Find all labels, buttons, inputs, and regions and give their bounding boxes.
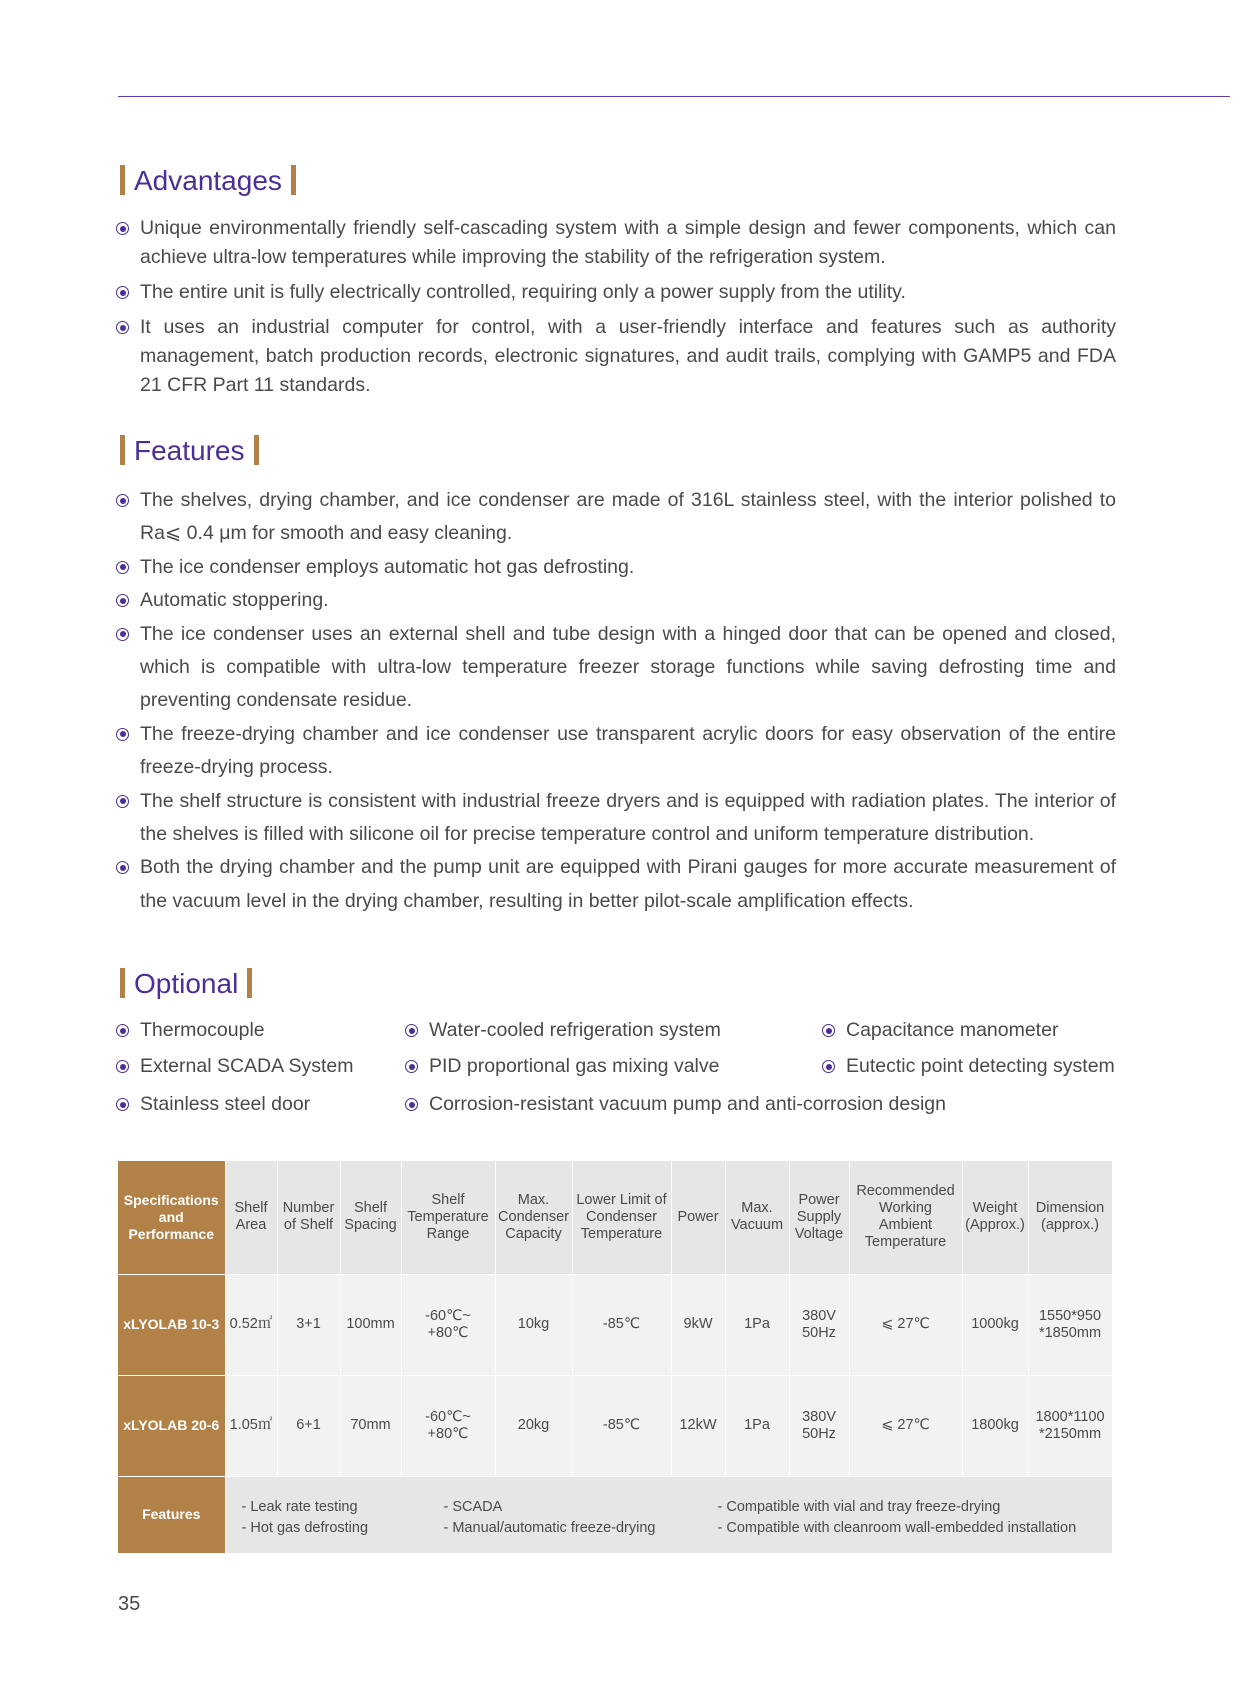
table-row xyxy=(118,1274,1112,1375)
feature-text: - Hot gas defrosting xyxy=(241,1519,369,1536)
heading-bar xyxy=(291,165,296,195)
table-cell: 10kg xyxy=(495,1274,572,1375)
heading-bar xyxy=(120,968,125,998)
list-item xyxy=(116,313,1116,400)
table-header-cell: Lower Limit of Condenser Temperature xyxy=(572,1161,671,1274)
table-cell: 20kg xyxy=(495,1375,572,1476)
list-item-text: The shelf structure is consistent with industrial freeze dryers and is equipped with radiation plates. The interior of the shelves is filled with silicone oil for precise temperature control and uniform temperature distribution. xyxy=(140,789,1116,846)
features-label-cell: Features xyxy=(118,1476,225,1553)
table-header-cell: Power xyxy=(671,1161,725,1274)
feature-text: - Compatible with vial and tray freeze-drying xyxy=(717,1498,1001,1515)
table-header-cell: Specifications and Performance xyxy=(118,1161,225,1274)
list-item xyxy=(116,214,1116,272)
bullet-icon xyxy=(116,1060,129,1073)
section-heading-advantages xyxy=(120,163,296,199)
table-header-cell: Recommended Working Ambient Temperature xyxy=(849,1161,962,1274)
list-item-text: The entire unit is fully electrically controlled, requiring only a power supply from the utility. xyxy=(140,281,906,303)
spec-table xyxy=(118,1161,1113,1553)
optional-item xyxy=(116,1090,310,1118)
optional-item xyxy=(405,1016,721,1044)
table-cell: 6+1 xyxy=(277,1375,340,1476)
heading-bar xyxy=(247,968,252,998)
table-cell: 1Pa xyxy=(725,1375,789,1476)
bullet-icon xyxy=(405,1024,418,1037)
features-column xyxy=(444,1497,656,1539)
table-header-cell: Power Supply Voltage xyxy=(789,1161,849,1274)
bullet-icon xyxy=(822,1060,835,1073)
heading-text: Optional xyxy=(134,968,239,999)
top-rule xyxy=(118,96,1230,97)
optional-item xyxy=(822,1052,1115,1080)
list-item xyxy=(116,718,1116,785)
heading-bar xyxy=(254,435,259,465)
table-header-cell: Shelf Temperature Range xyxy=(401,1161,495,1274)
bullet-icon xyxy=(405,1060,418,1073)
table-cell: 380V 50Hz xyxy=(789,1375,849,1476)
bullet-icon xyxy=(116,861,129,874)
table-cell: -60℃~ +80℃ xyxy=(401,1375,495,1476)
table-header-cell: Weight (Approx.) xyxy=(962,1161,1028,1274)
table-header-row xyxy=(118,1161,1112,1274)
section-heading-features xyxy=(120,433,259,469)
table-cell: 0.52㎡ xyxy=(225,1274,277,1375)
optional-item-text: Thermocouple xyxy=(140,1019,265,1041)
table-cell: -85℃ xyxy=(572,1274,671,1375)
table-header-cell: Dimension (approx.) xyxy=(1028,1161,1112,1274)
list-item-text: Both the drying chamber and the pump unit are equipped with Pirani gauges for more accurate measurement of the vacuum level in the drying chamber, resulting in better pilot-scale amplification effects. xyxy=(140,856,1116,912)
optional-item-text: Capacitance manometer xyxy=(846,1019,1059,1041)
bullet-icon xyxy=(116,728,129,741)
bullet-icon xyxy=(116,628,129,641)
feature-text: - Manual/automatic freeze-drying xyxy=(443,1519,656,1536)
section-heading-optional xyxy=(120,966,252,1002)
page-number: 35 xyxy=(118,1593,141,1615)
features-column xyxy=(242,1497,369,1539)
features-wrap xyxy=(226,1477,1112,1553)
optional-item-text: Stainless steel door xyxy=(140,1093,311,1115)
heading-bar xyxy=(120,165,125,195)
list-item xyxy=(116,484,1116,551)
bullet-icon xyxy=(116,494,129,507)
optional-item-text: PID proportional gas mixing valve xyxy=(429,1055,720,1077)
list-item-text: Unique environmentally friendly self-cascading system with a simple design and fewer components, which can achieve ultra-low temperatures while improving the stability of the refrigeration system. xyxy=(140,217,1116,268)
heading-text: Features xyxy=(134,435,245,466)
bullet-icon xyxy=(116,561,129,574)
table-cell: 1800*1100 *2150mm xyxy=(1028,1375,1112,1476)
table-cell: 12kW xyxy=(671,1375,725,1476)
optional-item xyxy=(116,1052,354,1080)
model-name-cell: xLYOLAB 20-6 xyxy=(118,1375,225,1476)
table-cell: 9kW xyxy=(671,1274,725,1375)
optional-item xyxy=(116,1016,265,1044)
bullet-icon xyxy=(116,594,129,607)
table-row xyxy=(118,1375,1112,1476)
optional-item xyxy=(405,1090,946,1118)
list-item xyxy=(116,785,1116,852)
optional-item-text: External SCADA System xyxy=(140,1055,354,1077)
list-item xyxy=(116,551,1116,584)
optional-item xyxy=(405,1052,719,1080)
list-item-text: The ice condenser employs automatic hot gas defrosting. xyxy=(140,555,635,578)
features-column xyxy=(718,1497,1077,1539)
feature-text: - SCADA xyxy=(443,1498,503,1515)
optional-item-text: Corrosion-resistant vacuum pump and anti-corrosion design xyxy=(429,1093,946,1115)
model-name-cell: xLYOLAB 10-3 xyxy=(118,1274,225,1375)
list-item-text: The ice condenser uses an external shell and tube design with a hinged door that can be opened and closed, which is compatible with ultra-low temperature freezer storage functions while saving defrosting time and preventing condensate residue. xyxy=(140,622,1116,712)
table-cell: 3+1 xyxy=(277,1274,340,1375)
bullet-icon xyxy=(116,286,129,299)
bullet-icon xyxy=(405,1098,418,1111)
table-features-row xyxy=(118,1476,1112,1553)
bullet-icon xyxy=(116,321,129,334)
bullet-icon xyxy=(116,795,129,808)
table-header-cell: Number of Shelf xyxy=(277,1161,340,1274)
optional-item xyxy=(822,1016,1058,1044)
table-cell: ⩽ 27℃ xyxy=(849,1375,962,1476)
table-header-cell: Max. Condenser Capacity xyxy=(495,1161,572,1274)
feature-text: - Compatible with cleanroom wall-embedded installation xyxy=(717,1519,1077,1536)
table-header-cell: Shelf Area xyxy=(225,1161,277,1274)
table-cell: 1.05㎡ xyxy=(225,1375,277,1476)
optional-item-text: Water-cooled refrigeration system xyxy=(429,1019,721,1041)
table-header-cell: Max. Vacuum xyxy=(725,1161,789,1274)
list-item xyxy=(116,584,1116,617)
table-cell: 1800kg xyxy=(962,1375,1028,1476)
advantages-list xyxy=(116,214,1116,406)
feature-text: - Leak rate testing xyxy=(241,1498,358,1515)
bullet-icon xyxy=(822,1024,835,1037)
table-cell: 1Pa xyxy=(725,1274,789,1375)
list-item-text: The freeze-drying chamber and ice condenser use transparent acrylic doors for easy observation of the entire freeze-drying process. xyxy=(140,722,1116,779)
list-item xyxy=(116,851,1116,918)
features-list xyxy=(116,484,1116,918)
bullet-icon xyxy=(116,1024,129,1037)
list-item xyxy=(116,278,1116,307)
table-cell: -60℃~ +80℃ xyxy=(401,1274,495,1375)
optional-item-text: Eutectic point detecting system xyxy=(846,1055,1115,1077)
heading-text: Advantages xyxy=(134,165,282,196)
features-cell xyxy=(225,1476,1112,1553)
table-cell: 380V 50Hz xyxy=(789,1274,849,1375)
list-item-text: The shelves, drying chamber, and ice condenser are made of 316L stainless steel, with the interior polished to Ra⩽ 0.4 μm for smooth and easy cleaning. xyxy=(140,489,1116,545)
table-header-cell: Shelf Spacing xyxy=(340,1161,401,1274)
table-cell: 100mm xyxy=(340,1274,401,1375)
table-cell: ⩽ 27℃ xyxy=(849,1274,962,1375)
list-item xyxy=(116,618,1116,718)
bullet-icon xyxy=(116,222,129,235)
bullet-icon xyxy=(116,1098,129,1111)
list-item-text: Automatic stoppering. xyxy=(140,589,329,612)
list-item-text: It uses an industrial computer for control, with a user-friendly interface and features such as authority management, batch production records, electronic signatures, and audit trails, complying with GAMP5 and FDA 21 CFR Part 11 standards. xyxy=(140,316,1116,396)
table-cell: 1550*950 *1850mm xyxy=(1028,1274,1112,1375)
heading-bar xyxy=(120,435,125,465)
table-cell: 70mm xyxy=(340,1375,401,1476)
table-cell: 1000kg xyxy=(962,1274,1028,1375)
table-cell: -85℃ xyxy=(572,1375,671,1476)
